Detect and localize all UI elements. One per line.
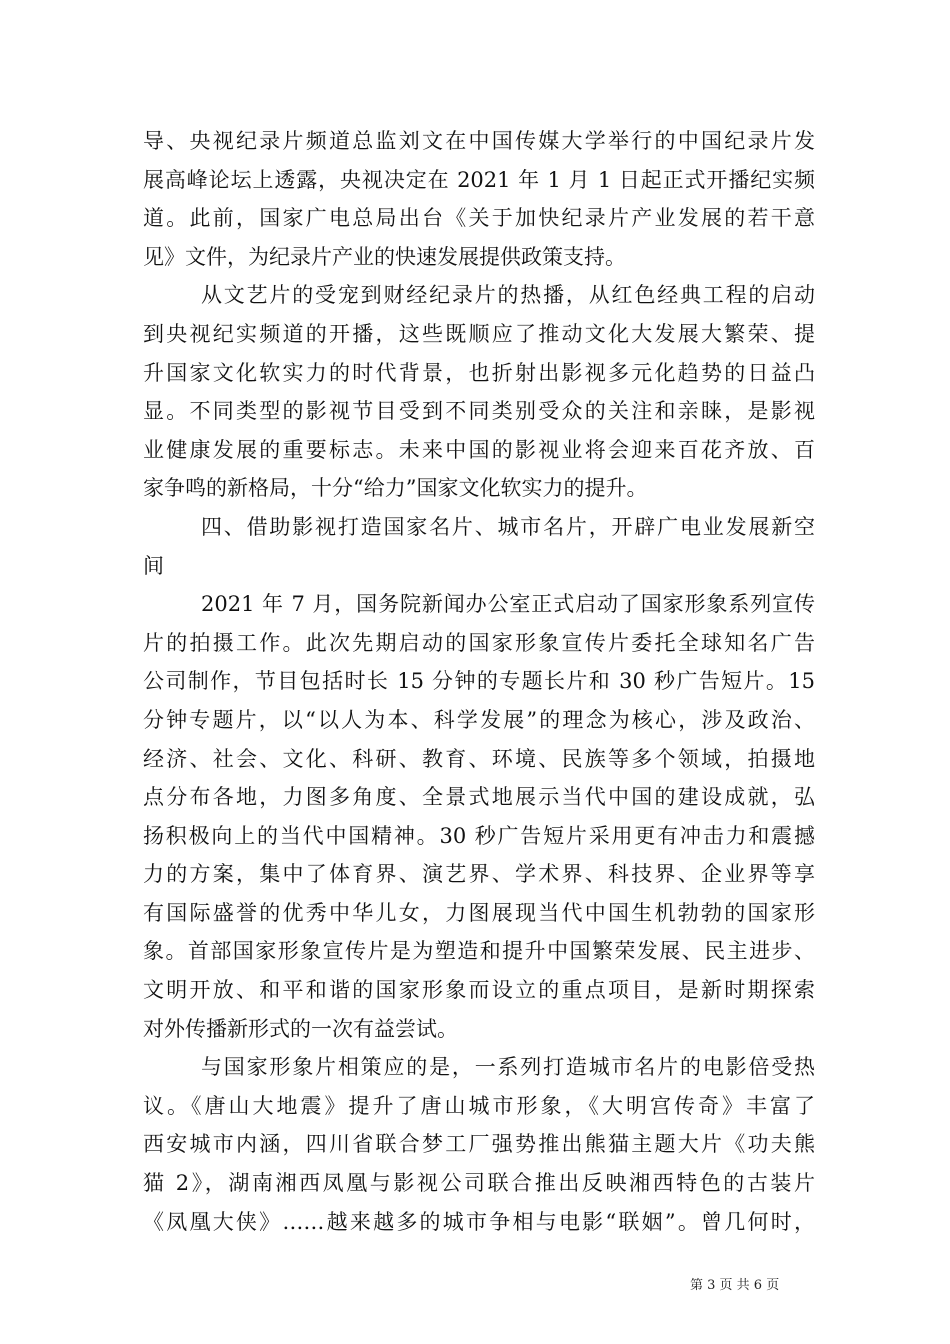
text-line: 业健康发展的重要标志。未来中国的影视业将会迎来百花齐放、百	[143, 437, 815, 462]
text-line: 议。《唐山大地震》提升了唐山城市形象，《大明宫传奇》丰富了	[143, 1093, 815, 1118]
text-line: 公司制作，节目包括时长 15 分钟的专题长片和 30 秒广告短片。15	[143, 669, 815, 694]
text-line: 力的方案，集中了体育界、演艺界、学术界、科技界、企业界等享	[143, 862, 815, 887]
text-line: 有国际盛誉的优秀中华儿女，力图展现当代中国生机勃勃的国家形	[143, 900, 815, 925]
text-line: 分钟专题片，以“以人为本、科学发展”的理念为核心，涉及政治、	[143, 707, 815, 732]
text-line: 与国家形象片相策应的是，一系列打造城市名片的电影倍受热	[201, 1055, 815, 1080]
text-line: 经济、社会、文化、科研、教育、环境、民族等多个领域，拍摄地	[143, 746, 815, 771]
text-line: 象。首部国家形象宣传片是为塑造和提升中国繁荣发展、民主进步、	[143, 939, 815, 964]
text-line: 2021 年 7 月，国务院新闻办公室正式启动了国家形象系列宣传	[201, 592, 815, 617]
text-line: 道。此前，国家广电总局出台《关于加快纪录片产业发展的若干意	[143, 206, 815, 231]
text-line: 扬积极向上的当代中国精神。30 秒广告短片采用更有冲击力和震撼	[143, 823, 815, 848]
text-line: 猫 2》，湖南湘西凤凰与影视公司联合推出反映湘西特色的古装片	[143, 1171, 815, 1196]
section-heading: 四、借助影视打造国家名片、城市名片，开辟广电业发展新空	[201, 514, 815, 539]
text-line: 《凤凰大侠》……越来越多的城市争相与电影“联姻”。曾几何时，	[143, 1209, 815, 1234]
body-text	[143, 122, 815, 1241]
text-line: 见》文件，为纪录片产业的快速发展提供政策支持。	[143, 244, 626, 269]
text-line: 西安城市内涵，四川省联合梦工厂强势推出熊猫主题大片《功夫熊	[143, 1132, 815, 1157]
text-line: 导、央视纪录片频道总监刘文在中国传媒大学举行的中国纪录片发	[143, 129, 815, 153]
text-line: 显。不同类型的影视节目受到不同类别受众的关注和亲睐，是影视	[143, 399, 815, 424]
text-line: 文明开放、和平和谐的国家形象而设立的重点项目，是新时期探索	[143, 978, 815, 1003]
text-line: 片的拍摄工作。此次先期启动的国家形象宣传片委托全球知名广告	[143, 630, 815, 655]
text-line: 点分布各地，力图多角度、全景式地展示当代中国的建设成就，弘	[143, 785, 815, 810]
text-line: 从文艺片的受宠到财经纪录片的热播，从红色经典工程的启动	[201, 283, 815, 308]
text-line: 到央视纪实频道的开播，这些既顺应了推动文化大发展大繁荣、提	[143, 321, 815, 346]
page-number: 第 3 页 共 6 页	[690, 1278, 780, 1293]
text-line: 展高峰论坛上透露，央视决定在 2021 年 1 月 1 日起正式开播纪实频	[143, 167, 815, 192]
section-heading-continued: 间	[143, 553, 164, 578]
text-line: 对外传播新形式的一次有益尝试。	[143, 1016, 458, 1041]
text-line: 升国家文化软实力的时代背景，也折射出影视多元化趋势的日益凸	[143, 360, 815, 385]
text-line: 家争鸣的新格局，十分“给力”国家文化软实力的提升。	[143, 476, 648, 501]
